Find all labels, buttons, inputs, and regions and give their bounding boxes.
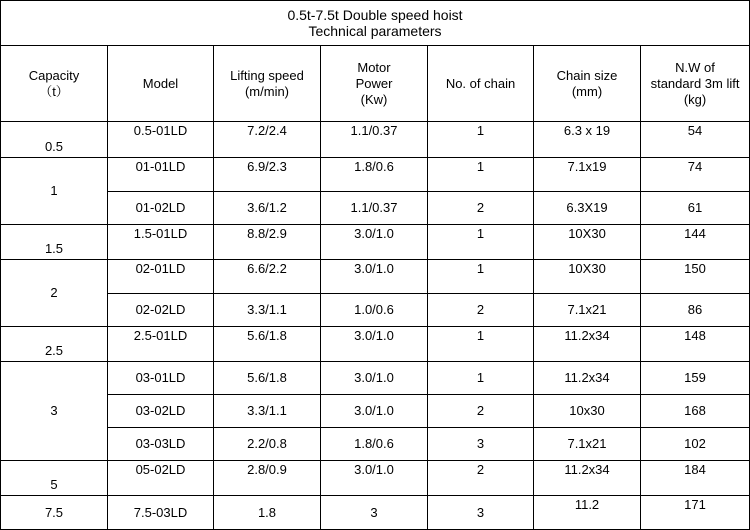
- header-row: [1, 46, 750, 122]
- capacity-cell: 0.5: [1, 122, 108, 158]
- table-row: [1, 158, 750, 192]
- header-net-weight: N.W of standard 3m lift (kg): [641, 46, 750, 122]
- title-line-2: Technical parameters: [308, 23, 442, 39]
- capacity-cell: 3: [1, 362, 108, 461]
- lifting-speed-cell: 3.3/1.1: [214, 294, 321, 327]
- table-row: [1, 496, 750, 530]
- motor-power-cell: 3.0/1.0: [321, 461, 428, 496]
- model-cell: 7.5-03LD: [108, 496, 214, 530]
- motor-power-cell: 3.0/1.0: [321, 327, 428, 362]
- lifting-speed-cell: 3.6/1.2: [214, 192, 321, 225]
- chain-size-cell: 11.2: [534, 496, 641, 530]
- capacity-cell: 5: [1, 461, 108, 496]
- chain-size-cell: 10X30: [534, 225, 641, 260]
- model-cell: 03-01LD: [108, 362, 214, 395]
- capacity-cell: 1: [1, 158, 108, 225]
- model-cell: 03-03LD: [108, 428, 214, 461]
- model-cell: 1.5-01LD: [108, 225, 214, 260]
- motor-power-cell: 3.0/1.0: [321, 260, 428, 294]
- lifting-speed-cell: 3.3/1.1: [214, 395, 321, 428]
- header-no-of-chain: No. of chain: [428, 46, 534, 122]
- net-weight-cell: 54: [641, 122, 750, 158]
- chain-size-cell: 7.1x21: [534, 294, 641, 327]
- chain-count-cell: 1: [428, 327, 534, 362]
- motor-power-cell: 1.8/0.6: [321, 158, 428, 192]
- lifting-speed-cell: 1.8: [214, 496, 321, 530]
- net-weight-cell: 102: [641, 428, 750, 461]
- motor-power-cell: 1.1/0.37: [321, 122, 428, 158]
- net-weight-cell: 74: [641, 158, 750, 192]
- chain-size-cell: 11.2x34: [534, 327, 641, 362]
- table-row: [1, 395, 750, 428]
- chain-size-cell: 6.3 x 19: [534, 122, 641, 158]
- table-row: [1, 122, 750, 158]
- chain-count-cell: 2: [428, 461, 534, 496]
- model-cell: 05-02LD: [108, 461, 214, 496]
- lifting-speed-cell: 2.8/0.9: [214, 461, 321, 496]
- motor-power-cell: 1.8/0.6: [321, 428, 428, 461]
- chain-size-cell: 11.2x34: [534, 461, 641, 496]
- model-cell: 02-02LD: [108, 294, 214, 327]
- chain-count-cell: 1: [428, 122, 534, 158]
- model-cell: 02-01LD: [108, 260, 214, 294]
- table-title: [1, 1, 750, 46]
- header-lifting-speed: Lifting speed (m/min): [214, 46, 321, 122]
- table-row: [1, 294, 750, 327]
- capacity-cell: 1.5: [1, 225, 108, 260]
- net-weight-cell: 86: [641, 294, 750, 327]
- chain-count-cell: 1: [428, 158, 534, 192]
- capacity-cell: 2: [1, 260, 108, 327]
- table-row: [1, 260, 750, 294]
- model-cell: 2.5-01LD: [108, 327, 214, 362]
- motor-power-cell: 3.0/1.0: [321, 362, 428, 395]
- lifting-speed-cell: 5.6/1.8: [214, 327, 321, 362]
- chain-size-cell: 7.1x19: [534, 158, 641, 192]
- table-row: [1, 461, 750, 496]
- table-row: [1, 428, 750, 461]
- capacity-cell: 7.5: [1, 496, 108, 530]
- motor-power-cell: 3: [321, 496, 428, 530]
- net-weight-cell: 144: [641, 225, 750, 260]
- chain-size-cell: 10X30: [534, 260, 641, 294]
- model-cell: 01-01LD: [108, 158, 214, 192]
- chain-count-cell: 2: [428, 294, 534, 327]
- net-weight-cell: 148: [641, 327, 750, 362]
- table-body: [1, 122, 750, 530]
- chain-count-cell: 3: [428, 428, 534, 461]
- motor-power-cell: 1.0/0.6: [321, 294, 428, 327]
- chain-count-cell: 3: [428, 496, 534, 530]
- header-model: Model: [108, 46, 214, 122]
- chain-count-cell: 1: [428, 260, 534, 294]
- table-row: [1, 327, 750, 362]
- chain-count-cell: 2: [428, 192, 534, 225]
- lifting-speed-cell: 2.2/0.8: [214, 428, 321, 461]
- header-capacity: Capacity （t）: [1, 46, 108, 122]
- lifting-speed-cell: 6.6/2.2: [214, 260, 321, 294]
- lifting-speed-cell: 5.6/1.8: [214, 362, 321, 395]
- lifting-speed-cell: 7.2/2.4: [214, 122, 321, 158]
- net-weight-cell: 159: [641, 362, 750, 395]
- chain-size-cell: 10x30: [534, 395, 641, 428]
- lifting-speed-cell: 8.8/2.9: [214, 225, 321, 260]
- motor-power-cell: 1.1/0.37: [321, 192, 428, 225]
- chain-count-cell: 1: [428, 362, 534, 395]
- motor-power-cell: 3.0/1.0: [321, 395, 428, 428]
- chain-size-cell: 7.1x21: [534, 428, 641, 461]
- chain-size-cell: 6.3X19: [534, 192, 641, 225]
- header-motor-power: Motor Power (Kw): [321, 46, 428, 122]
- net-weight-cell: 150: [641, 260, 750, 294]
- table-row: [1, 192, 750, 225]
- table-row: [1, 362, 750, 395]
- table-row: [1, 225, 750, 260]
- chain-count-cell: 2: [428, 395, 534, 428]
- net-weight-cell: 61: [641, 192, 750, 225]
- net-weight-cell: 168: [641, 395, 750, 428]
- model-cell: 0.5-01LD: [108, 122, 214, 158]
- model-cell: 01-02LD: [108, 192, 214, 225]
- capacity-cell: 2.5: [1, 327, 108, 362]
- net-weight-cell: 184: [641, 461, 750, 496]
- net-weight-cell: 171: [641, 496, 750, 530]
- chain-size-cell: 11.2x34: [534, 362, 641, 395]
- model-cell: 03-02LD: [108, 395, 214, 428]
- lifting-speed-cell: 6.9/2.3: [214, 158, 321, 192]
- motor-power-cell: 3.0/1.0: [321, 225, 428, 260]
- title-line-1: 0.5t-7.5t Double speed hoist: [287, 7, 463, 23]
- header-chain-size: Chain size (mm): [534, 46, 641, 122]
- chain-count-cell: 1: [428, 225, 534, 260]
